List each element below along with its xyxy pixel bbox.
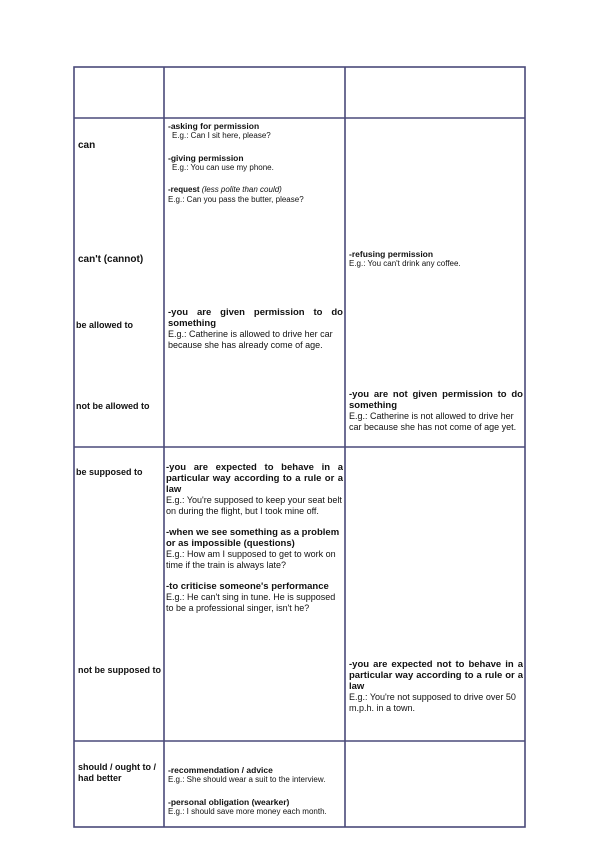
use-heading: -giving permission [168, 153, 244, 163]
use-example: E.g.: You can use my phone. [172, 163, 274, 172]
label-not-allowed: not be allowed to [76, 401, 150, 411]
use-example: E.g.: Catherine is allowed to drive her car because she has already come of age. [168, 329, 333, 350]
use-heading: -you are not given permission to do something [349, 389, 523, 411]
label-be-allowed: be allowed to [76, 320, 134, 330]
use-heading: -request [168, 185, 200, 194]
use-example: E.g.: Can you pass the butter, please? [168, 195, 304, 204]
use-heading: -recommendation / advice [168, 765, 273, 775]
use-example: E.g.: You're not supposed to drive over 50 m.p.h. in a town. [349, 692, 516, 713]
should-uses [168, 765, 343, 817]
use-heading: -refusing permission [349, 249, 434, 259]
use-note: (less polite than could) [201, 185, 282, 194]
use-example: E.g.: You can't drink any coffee. [349, 259, 461, 268]
use-example: E.g.: I should save more money each month. [168, 807, 327, 816]
use-heading: -asking for permission [168, 121, 260, 131]
label-not-supposed: not be supposed to [78, 665, 161, 675]
use-heading: -you are given permission to do something [168, 307, 343, 329]
label-can: can [78, 140, 96, 151]
cant-use [349, 249, 523, 269]
use-example: E.g.: He can't sing in tune. He is supposed to be a professional singer, isn't he? [166, 592, 336, 613]
label-cant: can't (cannot) [78, 254, 144, 265]
label-be-supposed: be supposed to [76, 467, 143, 477]
use-example: E.g.: Catherine is not allowed to drive her car because she has not come of age yet. [349, 411, 517, 432]
use-heading: -to criticise someone's performance [166, 581, 329, 592]
use-heading: -when we see something as a problem or as impossible (questions) [166, 527, 340, 549]
use-example: E.g.: How am I supposed to get to work on time if the train is always late? [166, 549, 336, 570]
use-example: E.g.: She should wear a suit to the interview. [168, 775, 326, 784]
can-uses [168, 121, 343, 205]
use-heading: -you are expected to behave in a particular way according to a rule or a law [166, 462, 343, 495]
not-allowed-use [349, 389, 523, 433]
use-heading: -you are expected not to behave in a particular way according to a rule or a law [349, 659, 523, 692]
use-example: E.g.: Can I sit here, please? [172, 131, 271, 140]
use-request-line [168, 185, 343, 195]
use-heading: -personal obligation (wearker) [168, 797, 290, 807]
be-supposed-uses [166, 462, 343, 614]
be-allowed-use [168, 307, 343, 351]
label-should: should / ought to / had better [78, 762, 156, 783]
not-supposed-use [349, 659, 523, 714]
use-example: E.g.: You're supposed to keep your seat belt on during the flight, but I took mine off. [166, 495, 342, 516]
